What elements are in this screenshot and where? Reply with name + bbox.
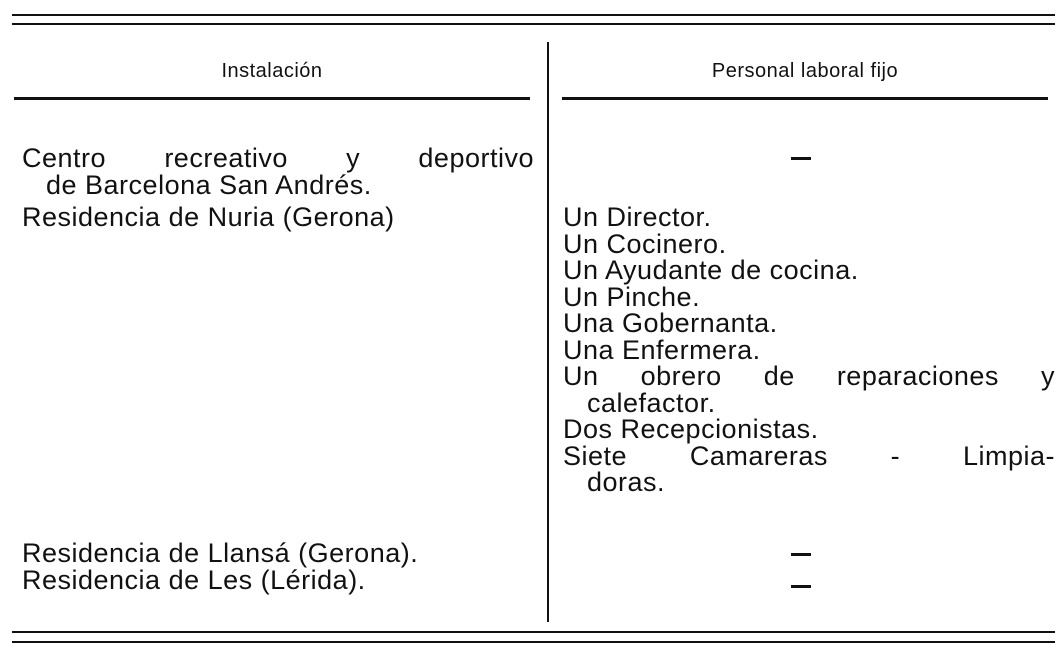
staff-dash-centro bbox=[791, 157, 811, 160]
installation-line: Residencia de Les (Lérida). bbox=[22, 565, 366, 595]
staff-list-nuria bbox=[563, 204, 1055, 496]
installation-centro-barcelona bbox=[22, 145, 534, 198]
header-underline-left bbox=[14, 97, 530, 100]
column-separator bbox=[547, 42, 549, 622]
installation-line: de Barcelona San Andrés. bbox=[46, 169, 372, 200]
staff-line: Siete Camareras - Limpia- bbox=[563, 440, 1055, 471]
top-rule-upper bbox=[12, 14, 1055, 16]
staff-line: Un Director. bbox=[563, 202, 712, 232]
installation-line: Residencia de Nuria (Gerona) bbox=[22, 202, 395, 232]
installation-llansa bbox=[22, 540, 534, 567]
staff-line: Un obrero de reparaciones y bbox=[563, 361, 1055, 391]
staff-dash-llansa bbox=[791, 553, 811, 556]
header-underline-right bbox=[562, 97, 1048, 100]
installation-nuria bbox=[22, 204, 534, 231]
staff-dash-les bbox=[791, 585, 811, 588]
staff-line: doras. bbox=[587, 467, 666, 497]
installation-line: Centro recreativo y deportivo bbox=[22, 143, 534, 173]
staff-line: Un Ayudante de cocina. bbox=[563, 255, 859, 285]
bottom-rule-upper bbox=[12, 631, 1055, 633]
top-rule-lower bbox=[12, 23, 1055, 25]
staff-line: Dos Recepcionistas. bbox=[563, 414, 819, 444]
installation-line: Residencia de Llansá (Gerona). bbox=[22, 538, 419, 568]
installation-les bbox=[22, 567, 534, 594]
staff-line: Una Gobernanta. bbox=[563, 308, 778, 338]
staff-line: Una Enfermera. bbox=[563, 334, 761, 365]
header-installation: Instalación bbox=[221, 60, 323, 82]
staff-line: Un Pinche. bbox=[563, 281, 701, 312]
staff-line: Un Cocinero. bbox=[563, 228, 727, 259]
staff-line: calefactor. bbox=[587, 387, 716, 418]
bottom-rule-lower bbox=[12, 641, 1055, 643]
header-staff: Personal laboral fijo bbox=[711, 60, 899, 82]
